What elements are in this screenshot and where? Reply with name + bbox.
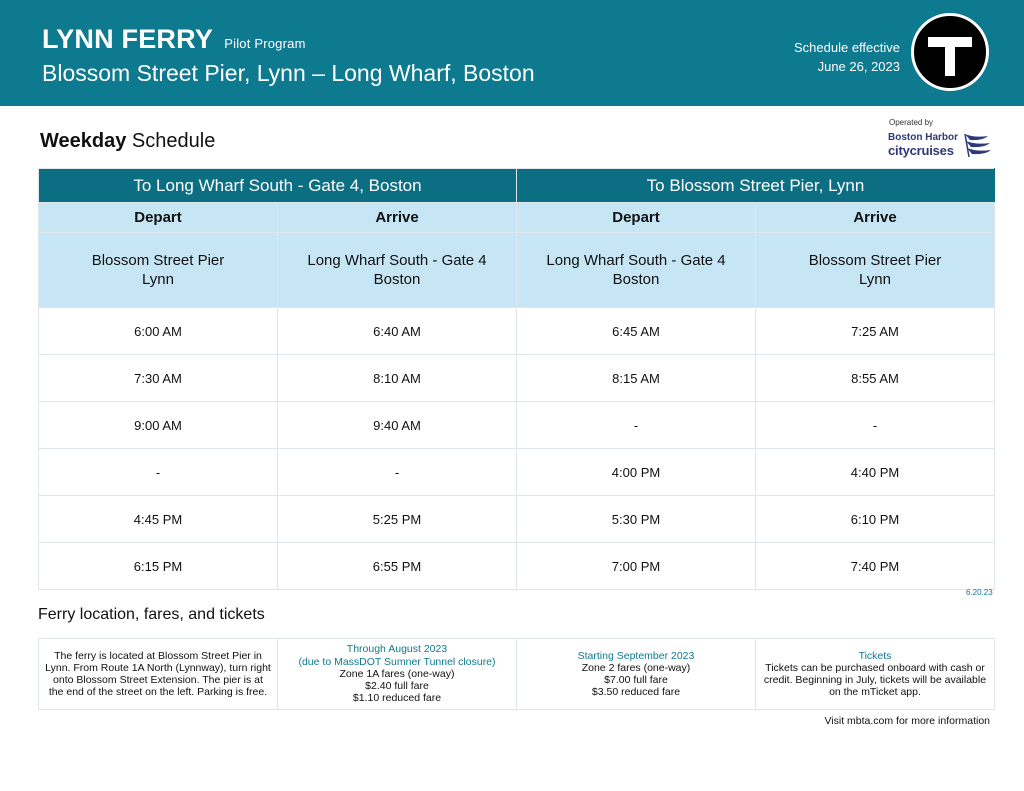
stop-city: Boston (373, 271, 421, 288)
location-cell (39, 639, 278, 710)
stop-name: Blossom Street Pier (808, 252, 942, 269)
fare-september-full: $7.00 full fare (604, 674, 668, 686)
location-text: The ferry is located at Blossom Street Pier in Lynn. From Route 1A North (Lynnway), turn right onto Blossom Street Extension. The pier is at the end of the street on the left. Parking is free. (45, 649, 271, 699)
stop-name: Blossom Street Pier (91, 252, 225, 269)
schedule-version: 6.20.23 (966, 588, 993, 597)
operator-brand-line2: citycruises (888, 143, 954, 158)
title-text: LYNN FERRY (42, 24, 213, 54)
fare-summer-heading: Through August 2023 (346, 643, 448, 656)
effective-date-block (794, 38, 900, 76)
time-cell: - (39, 449, 278, 496)
direction-to-lynn: To Blossom Street Pier, Lynn (517, 169, 995, 203)
page-header (0, 0, 1024, 106)
direction-header-row (39, 169, 995, 203)
info-table (38, 638, 995, 710)
fare-september-heading: Starting September 2023 (577, 649, 695, 662)
info-section-title: Ferry location, fares, and tickets (38, 606, 265, 623)
table-row (39, 543, 995, 590)
time-cell: - (756, 402, 995, 449)
info-row (39, 639, 995, 710)
time-cell: 8:10 AM (278, 355, 517, 402)
time-cell: 6:00 AM (39, 308, 278, 355)
time-cell: - (278, 449, 517, 496)
time-cell: 6:55 PM (278, 543, 517, 590)
time-cell: 4:40 PM (756, 449, 995, 496)
time-cell: 9:00 AM (39, 402, 278, 449)
fare-summer-cell (278, 639, 517, 710)
effective-label: Schedule effective (794, 40, 900, 55)
stop-name: Long Wharf South - Gate 4 (307, 252, 487, 269)
time-cell: - (517, 402, 756, 449)
effective-date: June 26, 2023 (817, 59, 900, 74)
stop-cell (517, 233, 756, 308)
time-cell: 7:40 PM (756, 543, 995, 590)
operator-logo (888, 118, 998, 158)
fare-summer-reduced: $1.10 reduced fare (352, 692, 442, 705)
table-row (39, 355, 995, 402)
table-row (39, 496, 995, 543)
time-cell: 7:25 AM (756, 308, 995, 355)
fare-summer-zone: Zone 1A fares (one-way) (339, 667, 455, 680)
column-header: Depart (517, 203, 756, 233)
time-cell: 8:55 AM (756, 355, 995, 402)
direction-to-boston: To Long Wharf South - Gate 4, Boston (39, 169, 517, 203)
table-row (39, 308, 995, 355)
time-cell: 4:00 PM (517, 449, 756, 496)
stop-name-row (39, 233, 995, 308)
stop-city: Boston (612, 271, 660, 288)
time-cell: 7:30 AM (39, 355, 278, 402)
t-letter-icon (914, 16, 986, 88)
tickets-text: Tickets can be purchased onboard with cash or credit. Beginning in July, tickets will be available on the mTicket app. (763, 661, 987, 699)
schedule-title (40, 130, 215, 153)
fare-september-cell (517, 639, 756, 710)
fare-summer-note: (due to MassDOT Sumner Tunnel closure) (298, 655, 496, 668)
time-cell: 6:40 AM (278, 308, 517, 355)
stop-city: Lynn (142, 271, 174, 288)
stop-cell (756, 233, 995, 308)
operator-brand-line1: Boston Harbor (888, 132, 958, 143)
column-header: Arrive (278, 203, 517, 233)
tickets-heading: Tickets (858, 649, 892, 662)
fare-september-zone: Zone 2 fares (one-way) (581, 661, 691, 674)
stop-city: Lynn (859, 271, 891, 288)
mbta-t-logo-icon (911, 13, 989, 91)
column-header-row (39, 203, 995, 233)
page-title (42, 24, 306, 55)
stop-cell (39, 233, 278, 308)
schedule-title-rest: Schedule (131, 130, 216, 152)
time-cell: 6:10 PM (756, 496, 995, 543)
route-title: Blossom Street Pier, Lynn – Long Wharf, Boston (42, 60, 535, 86)
schedule-table (38, 168, 995, 590)
column-header: Depart (39, 203, 278, 233)
flag-waves-icon (962, 132, 992, 158)
more-info-link-text: Visit mbta.com for more information (824, 715, 990, 727)
time-cell: 6:45 AM (517, 308, 756, 355)
stop-cell (278, 233, 517, 308)
column-header: Arrive (756, 203, 995, 233)
time-cell: 6:15 PM (39, 543, 278, 590)
fare-summer-full: $2.40 full fare (365, 680, 429, 693)
fare-september-reduced: $3.50 reduced fare (591, 686, 681, 699)
time-cell: 9:40 AM (278, 402, 517, 449)
table-row (39, 449, 995, 496)
time-cell: 7:00 PM (517, 543, 756, 590)
subtitle-text: Pilot Program (224, 36, 306, 51)
time-cell: 8:15 AM (517, 355, 756, 402)
time-cell: 4:45 PM (39, 496, 278, 543)
operated-by-label: Operated by (889, 118, 934, 127)
stop-name: Long Wharf South - Gate 4 (546, 252, 726, 269)
table-row (39, 402, 995, 449)
time-cell: 5:25 PM (278, 496, 517, 543)
schedule-title-bold: Weekday (40, 130, 127, 152)
tickets-cell (756, 639, 995, 710)
time-cell: 5:30 PM (517, 496, 756, 543)
